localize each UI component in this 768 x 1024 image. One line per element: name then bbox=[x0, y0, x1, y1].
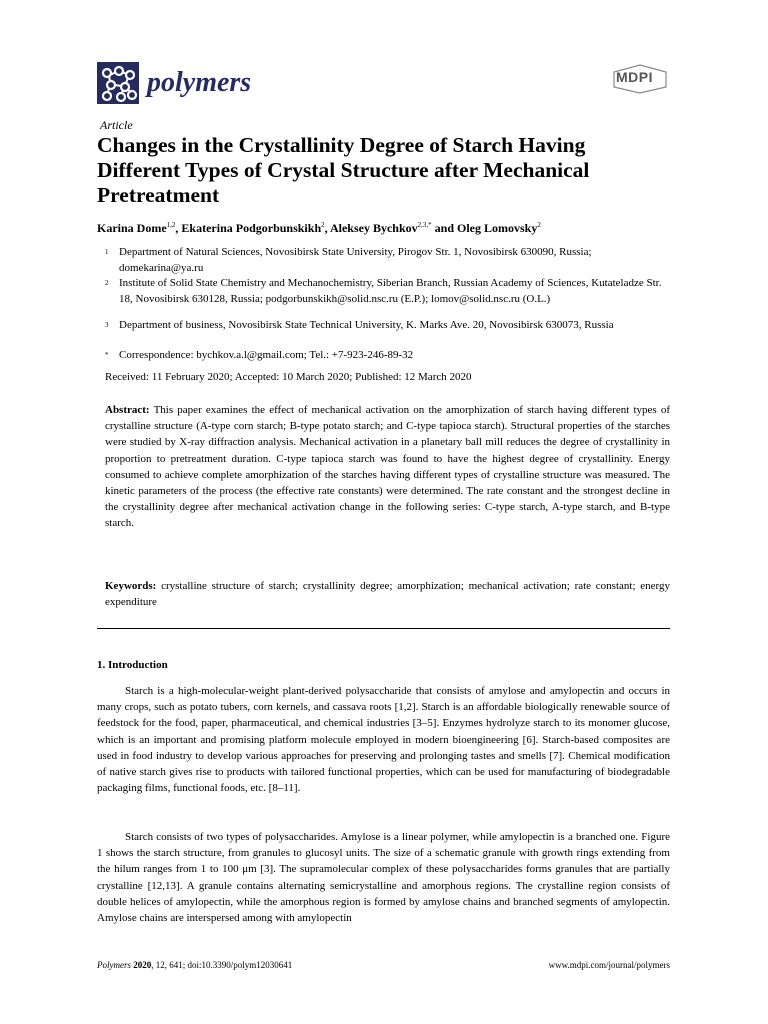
affiliation bbox=[105, 318, 670, 350]
keywords-label: Keywords: bbox=[105, 580, 157, 592]
footer-url[interactable]: www.mdpi.com/journal/polymers bbox=[548, 960, 670, 970]
publication-dates: Received: 11 February 2020; Accepted: 10 March 2020; Published: 12 March 2020 bbox=[105, 371, 472, 383]
affiliation bbox=[105, 276, 670, 323]
author-separator: and bbox=[431, 221, 458, 235]
affiliation-text: Department of business, Novosibirsk State Technical University, K. Marks Ave. 20, Novosibirsk 630073, Russia bbox=[119, 319, 614, 331]
abstract-label: Abstract: bbox=[105, 404, 150, 416]
affiliation-text: Correspondence: bychkov.a.l@gmail.com; Tel.: +7-923-246-89-32 bbox=[119, 349, 414, 361]
author-affiliation-mark: 2 bbox=[321, 221, 325, 229]
polymers-logo-icon bbox=[97, 62, 139, 104]
divider bbox=[97, 628, 670, 629]
journal-logo bbox=[97, 62, 267, 104]
abstract-text: This paper examines the effect of mechanical activation on the amorphization of starch having different types of crystalline structure (A-type corn starch; B-type potato starch; and C-type tapioca starch). Structural properties of the starches were studied by X-ray diffraction analysis. Mechanical activation in a planetary ball mill reduces the degree of crystallinity in proportion to pretreatment duration. C-type tapioca starch was found to have the highest degree of crystallinity. Energy consumed to achieve complete amorphization of the starches having different types of crystalline structure was measured. The kinetic parameters of the process (the effective rate constants) were determined. The rate constant and the strongest decline in the crystallinity degree after mechanical activation change in the following series: C-type starch, A-type starch, and B-type starch. bbox=[105, 404, 670, 530]
journal-name: polymers bbox=[147, 67, 252, 98]
author-affiliation-mark: 2 bbox=[537, 221, 541, 229]
article-title: Changes in the Crystallinity Degree of Starch Having Different Types of Crystal Structure after Mechanical Pretreatment bbox=[97, 133, 590, 207]
author-separator: , bbox=[324, 221, 330, 235]
body-paragraph: Starch consists of two types of polysaccharides. Amylose is a linear polymer, while amylopectin is a branched one. Figure 1 shows the starch structure, from granules to glucosyl units. The size of a schematic granule with growth rings extending from the hilum ranges from 1 to 100 μm [3]. The supramolecular complex of these polysaccharides forms granules that are partially crystalline [12,13]. A granule contains alternating semicrystalline and amorphous regions. The crystalline region consists of double helices of amylopectin, while the amorphous region is formed by amylose chains and branched segments of amylopectin. Amylose chains are interspersed among with amylopectin bbox=[97, 831, 670, 925]
section-heading: 1. Introduction bbox=[97, 659, 168, 671]
keywords bbox=[105, 578, 670, 610]
article-type: Article bbox=[100, 118, 133, 132]
body-paragraph: Starch is a high-molecular-weight plant-derived polysaccharide that consists of amylose and amylopectin and occurs in many crops, such as potato tubers, corn kernels, and cassava roots [1,2]. Starch is an affordable biologically renewable source of feedstock for the food, paper, pharmaceutical, and chemical industries [3–5]. Enzymes hydrolyze starch to its monomer glucose, which is an important and promising platform molecule employed in modern bioengineering [6]. Starch-based composites are used in food industry to develop various approaches for preserving and prolonging tastes and smells [7]. Chemical modification of native starch gives rise to products with tailored functional properties, which can be used for manufacturing of biodegradable packaging films, functional foods, etc. [8–11]. bbox=[97, 685, 670, 795]
affiliation-number: * bbox=[105, 351, 109, 359]
affiliation-number: 3 bbox=[105, 321, 109, 329]
author-separator: , bbox=[175, 221, 182, 235]
footer-journal: Polymers bbox=[97, 960, 131, 970]
affiliation bbox=[105, 245, 670, 277]
abstract bbox=[105, 402, 670, 532]
affiliation-text: Institute of Solid State Chemistry and Mechanochemistry, Siberian Branch, Russian Academy of Sciences, Kutateladze Str. 18, Novosibirsk 630128, Russia; podgorbunskikh@solid.nsc.ru (E.P.); lomov@solid.nsc.ru (O.L.) bbox=[119, 277, 662, 305]
footer-citation bbox=[97, 960, 292, 970]
correspondence bbox=[105, 348, 670, 364]
footer-citation-details: , 12, 641; doi:10.3390/polym12030641 bbox=[151, 960, 293, 970]
affiliation-number: 2 bbox=[105, 279, 109, 287]
affiliation-text: Department of Natural Sciences, Novosibirsk State University, Pirogov Str. 1, Novosibirsk 630090, Russia; domekarina@ya.ru bbox=[119, 246, 592, 274]
mdpi-logo-icon bbox=[612, 64, 668, 94]
author-name: Karina Dome bbox=[97, 221, 167, 235]
footer-year: 2020 bbox=[133, 960, 152, 970]
author-list bbox=[97, 221, 541, 236]
author-name: Oleg Lomovsky bbox=[457, 221, 538, 235]
author-name: Ekaterina Podgorbunskikh bbox=[181, 221, 322, 235]
author-name: Aleksey Bychkov bbox=[329, 221, 418, 235]
author-affiliation-mark: 1,2 bbox=[166, 221, 176, 229]
keywords-text: crystalline structure of starch; crystallinity degree; amorphization; mechanical activation; rate constant; energy expenditure bbox=[105, 580, 670, 609]
author-affiliation-mark: 2,3,* bbox=[417, 221, 432, 229]
affiliation-number: 1 bbox=[105, 248, 109, 256]
publisher-name: MDPI bbox=[616, 69, 653, 85]
